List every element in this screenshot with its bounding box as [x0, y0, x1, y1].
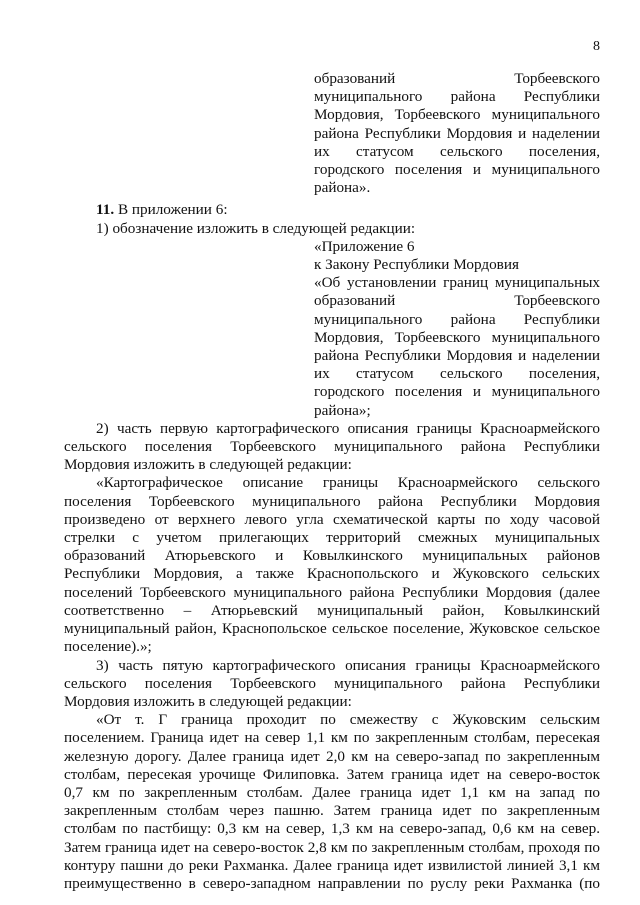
text-line: муниципального района Республики [314, 88, 600, 106]
text-line: Мордовия изложить в следующей редакции: [64, 456, 352, 474]
text-line: Мордовия изложить в следующей редакции: [64, 692, 352, 710]
text-line: района». [314, 179, 371, 197]
text-line: 0,7 км по закрепленным столбам. Далее граница идет 1,1 км на запад по [64, 783, 600, 801]
text-line: железную дорогу. Далее граница идет 2,0 км на северо-запад по закрепленным [64, 747, 600, 765]
subitem-1: 1) обозначение изложить в следующей редакции: [96, 219, 416, 237]
appendix-6-heading [314, 238, 600, 420]
paragraph-3 [64, 657, 600, 712]
text-line: поселения Торбеевского муниципального района Республики Мордовия [64, 492, 600, 510]
text-line: района Республики Мордовия и наделении [314, 124, 600, 142]
item-number: 11. [96, 201, 115, 219]
text-line: преимущественно в северо-западном направлении по руслу реки Рахманка (по [64, 874, 600, 892]
text-line: сельского поселения Торбеевского муниципального района Республики [64, 674, 600, 692]
text-line: контуру пашни до реки Рахманка. Далее граница идет извилистой линией 3,1 км [64, 856, 600, 874]
text-line: городского поселения и муниципального [314, 161, 600, 179]
text-line: 3) часть пятую картографического описания границы Красноармейского [96, 656, 600, 674]
text-line: к Закону Республики Мордовия [314, 256, 519, 274]
text-line: «Об установлении границ муниципальных [314, 274, 600, 292]
text-line: Мордовия, Торбеевского муниципального [314, 106, 600, 124]
text-line: образований Торбеевского [314, 292, 600, 310]
text-line: сельского поселения Торбеевского муниципального района Республики [64, 438, 600, 456]
item-text: В приложении 6: [114, 201, 228, 219]
text-line: поселение).»; [64, 638, 152, 656]
text-line: произведено от верхнего левого угла схематической карты по ходу часовой [64, 510, 600, 528]
paragraph-2-quote [64, 474, 600, 656]
text-line: соответственно – Атюрьевский муниципальный район, Ковылкинский [64, 601, 600, 619]
text-line: поселений Торбеевского муниципального района Республики Мордовия (далее [64, 583, 600, 601]
text-line: «Приложение 6 [314, 237, 415, 255]
text-line: района Республики Мордовия и наделении [314, 347, 600, 365]
text-line: «Картографическое описание границы Красноармейского сельского [96, 474, 600, 492]
text-line: 2) часть первую картографического описания границы Красноармейского [96, 419, 600, 437]
text-line: муниципального района Республики [314, 310, 600, 328]
text-line: столбам по пастбищу: 0,3 км на север, 1,3 км на северо-запад, 0,6 км на север. [64, 820, 600, 838]
text-line: Мордовия, Торбеевского муниципального [314, 328, 600, 346]
text-line: Затем граница идет на северо-восток 2,8 км по закрепленным столбам, проходя по [64, 838, 600, 856]
paragraph-3-quote [64, 711, 600, 893]
item-11-heading [96, 201, 600, 219]
text-line: «От т. Г граница проходит по смежеству с Жуковским сельским [96, 711, 600, 729]
text-line: района»; [314, 401, 371, 419]
text-line: стрелки с учетом прилегающих территорий смежных муниципальных [64, 529, 600, 547]
text-line: городского поселения и муниципального [314, 383, 600, 401]
paragraph-2 [64, 420, 600, 475]
text-line: поселением. Граница идет на север 1,1 км по закрепленным столбам, пересекая [64, 729, 600, 747]
text-line: муниципальный район, Краснопольское сельское поселение, Жуковское сельское [64, 620, 600, 638]
text-line: образований Атюрьевского и Ковылкинского муниципальных районов [64, 547, 600, 565]
document-body [64, 70, 600, 893]
text-line: их статусом сельского поселения, [314, 142, 600, 160]
text-line: Республики Мордовия, а также Краснопольского и Жуковского сельских [64, 565, 600, 583]
text-line: столбам, пересекая урочище Филиповка. Затем граница идет на северо-восток [64, 765, 600, 783]
text-line: их статусом сельского поселения, [314, 365, 600, 383]
appendix-heading-continuation [314, 70, 600, 197]
page-number: 8 [593, 39, 600, 54]
text-line: образований Торбеевского [314, 70, 600, 87]
text-line: закрепленным столбам через пашню. Затем граница идет по закрепленным [64, 802, 600, 820]
